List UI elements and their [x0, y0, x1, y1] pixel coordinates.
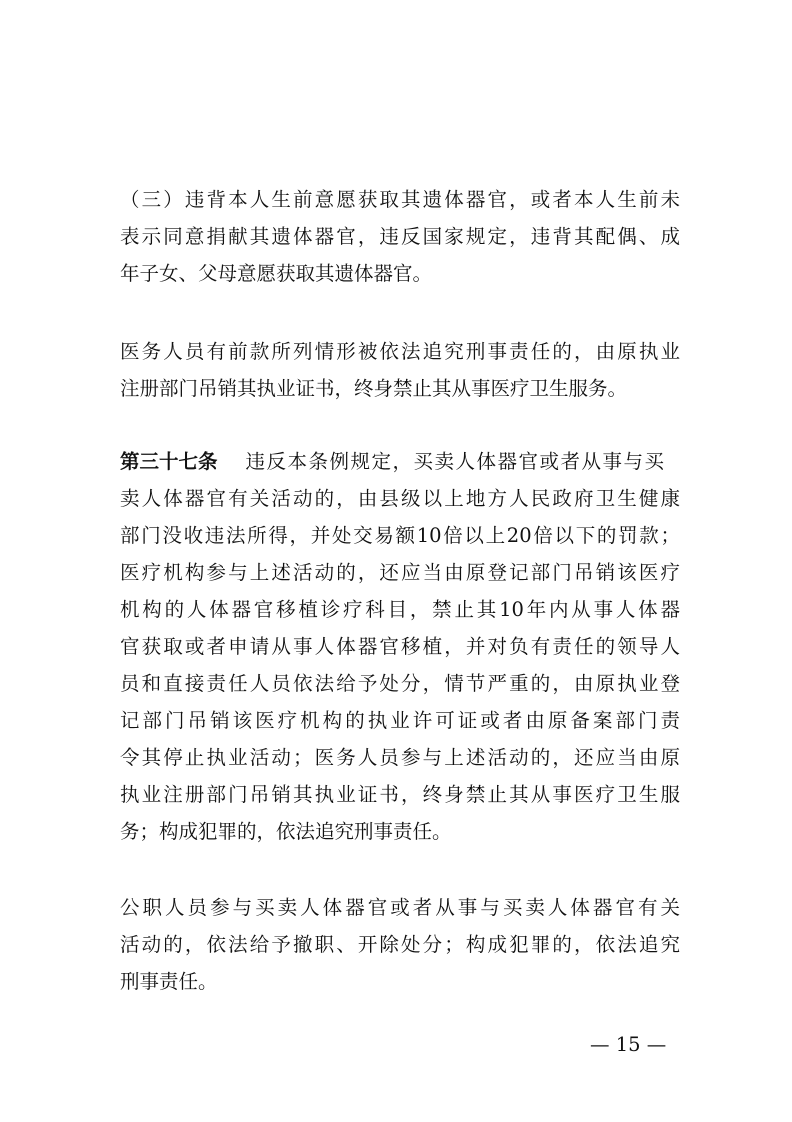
article-first-line-text: 违反本条例规定，买卖人体器官或者从事与买 — [245, 450, 666, 473]
article-heading: 第三十七条 — [120, 450, 218, 473]
text-line: 记部门吊销该医疗机构的执业许可证或者由原备案部门责 — [120, 709, 680, 732]
text-line: 机构的人体器官移植诊疗科目，禁止其10年内从事人体器 — [120, 598, 680, 621]
text-line: 执业注册部门吊销其执业证书，终身禁止其从事医疗卫生服 — [120, 783, 680, 806]
text-line: 刑事责任。 — [120, 970, 218, 993]
text-line: 年子女、父母意愿获取其遗体器官。 — [120, 262, 433, 285]
text-line: 医疗机构参与上述活动的，还应当由原登记部门吊销该医疗 — [120, 561, 680, 584]
text-line: 官获取或者申请从事人体器官移植，并对负有责任的领导人 — [120, 635, 680, 658]
text-line: 注册部门吊销其执业证书，终身禁止其从事医疗卫生服务。 — [120, 377, 628, 400]
text-line: （三）违背本人生前意愿获取其遗体器官，或者本人生前未 — [120, 188, 680, 211]
paragraph-item-three — [120, 181, 680, 292]
text-line: 部门没收违法所得，并处交易额10倍以上20倍以下的罚款； — [120, 524, 680, 547]
text-line: 务；构成犯罪的，依法追究刑事责任。 — [120, 820, 452, 843]
text-line: 员和直接责任人员依法给予处分，情节严重的，由原执业登 — [120, 672, 680, 695]
text-line: 令其停止执业活动；医务人员参与上述活动的，还应当由原 — [120, 746, 680, 769]
article-37 — [120, 443, 680, 850]
text-line: 表示同意捐献其遗体器官，违反国家规定，违背其配偶、成 — [120, 225, 680, 248]
text-line: 卖人体器官有关活动的，由县级以上地方人民政府卫生健康 — [120, 487, 680, 510]
text-line: 医务人员有前款所列情形被依法追究刑事责任的，由原执业 — [120, 340, 680, 363]
text-line: 活动的，依法给予撤职、开除处分；构成犯罪的，依法追究 — [120, 933, 680, 956]
paragraph-public-officials — [120, 889, 680, 1000]
text-line: 公职人员参与买卖人体器官或者从事与买卖人体器官有关 — [120, 896, 680, 919]
article-first-line — [120, 443, 680, 480]
paragraph-medical-staff — [120, 333, 680, 407]
page-number: — 15 — — [590, 1033, 667, 1056]
